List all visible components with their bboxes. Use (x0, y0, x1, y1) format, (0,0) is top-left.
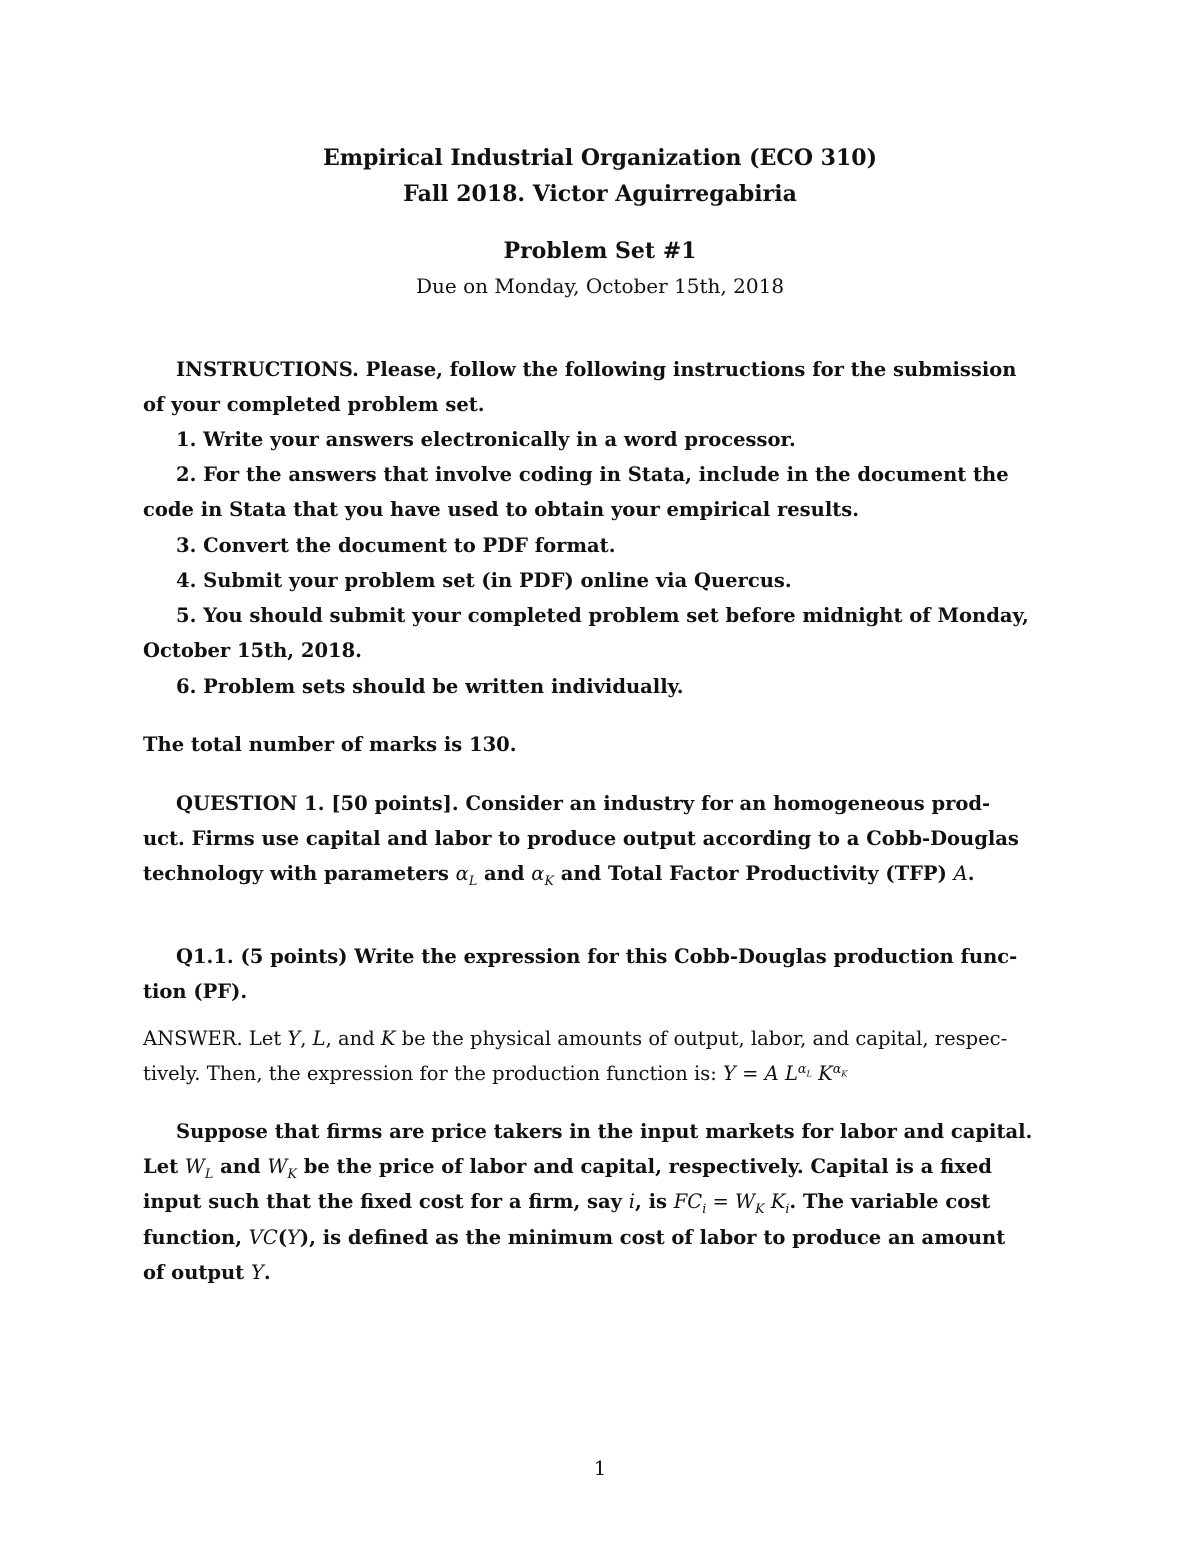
alpha-l-symbol: $\alpha_L$ (455, 862, 478, 888)
question1-line3: technology with parameters $\alpha_L$ and $\alpha_K$ and Total Factor Productivity (TFP) A. (143, 862, 975, 888)
question1-line1: QUESTION 1. [50 points]. Consider an industry for an homogeneous prod- (176, 792, 991, 815)
page-number: 1 (593, 1456, 607, 1480)
production-function-formula: Y (723, 1062, 736, 1085)
q1-1-line2: tion (PF). (143, 980, 248, 1003)
paragraph2-line4: function, VC(Y), is defined as the minimum cost of labor to produce an amount (143, 1226, 1006, 1249)
instructions-intro-line2: of your completed problem set. (143, 393, 485, 416)
term-instructor: Fall 2018. Victor Aguirregabiria (403, 181, 797, 207)
instruction-item-4: 4. Submit your problem set (in PDF) online via Quercus. (176, 569, 792, 592)
instruction-item-5-line2: October 15th, 2018. (143, 639, 362, 662)
instructions-intro-line1: INSTRUCTIONS. Please, follow the following instructions for the submission (176, 358, 1017, 381)
problem-set-title: Problem Set #1 (503, 238, 697, 264)
instruction-item-3: 3. Convert the document to PDF format. (176, 534, 616, 557)
course-title: Empirical Industrial Organization (ECO 310) (322, 145, 878, 171)
answer-line1: ANSWER. Let Y, L, and K be the physical amounts of output, labor, and capital, respec- (143, 1027, 1008, 1050)
alpha-k-symbol: $\alpha_K$ (531, 862, 554, 888)
instruction-item-2-line1: 2. For the answers that involve coding in Stata, include in the document the (176, 463, 1009, 486)
total-marks: The total number of marks is 130. (143, 733, 517, 756)
instruction-item-1: 1. Write your answers electronically in a word processor. (176, 428, 796, 451)
question1-line2: uct. Firms use capital and labor to produce output according to a Cobb-Douglas (143, 827, 1019, 850)
answer-line2: tively. Then, the expression for the production function is: Y = A $L^{\alpha_L}$ $K^{\alpha_K}$ (143, 1060, 848, 1085)
q1-1-line1: Q1.1. (5 points) Write the expression for this Cobb-Douglas production func- (176, 945, 1018, 968)
instruction-item-5-line1: 5. You should submit your completed problem set before midnight of Monday, (176, 604, 1029, 627)
due-date: Due on Monday, October 15th, 2018 (415, 274, 785, 298)
paragraph2-line1: Suppose that firms are price takers in the input markets for labor and capital. (176, 1120, 1033, 1143)
paragraph2-line5: of output Y. (143, 1261, 271, 1284)
paragraph2-line3: input such that the fixed cost for a firm, say i, is $FC_i = W_K$ $K_i$. The variable cost (143, 1190, 991, 1216)
tfp-symbol: A (953, 862, 968, 885)
instruction-item-6: 6. Problem sets should be written individually. (176, 675, 684, 698)
instruction-item-2-line2: code in Stata that you have used to obtain your empirical results. (143, 498, 860, 521)
fixed-cost-formula: $FC_i = W_K$ $K_i$ (673, 1190, 790, 1216)
paragraph2-line2: Let $W_L$ and $W_K$ be the price of labor and capital, respectively. Capital is a fixed (143, 1155, 992, 1181)
